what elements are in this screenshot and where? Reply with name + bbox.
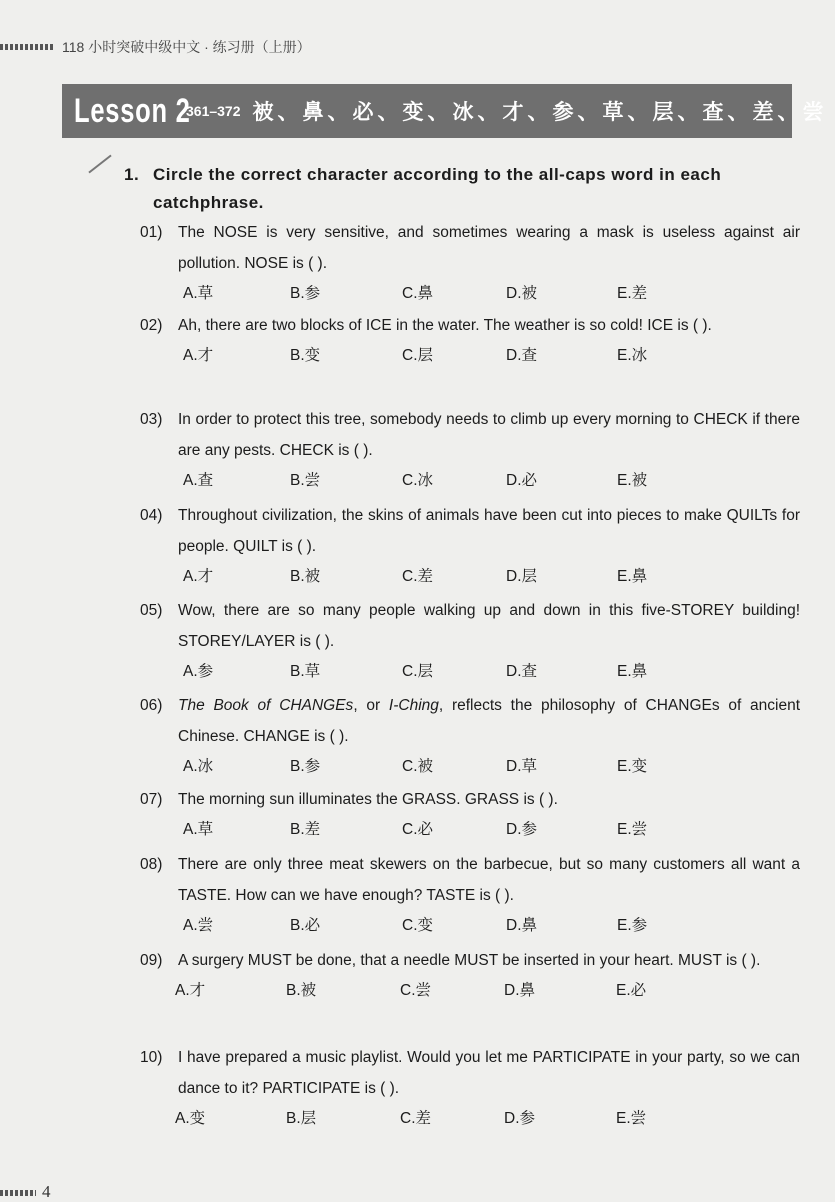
exercise-number: 1. xyxy=(124,165,140,184)
question-text: The morning sun illuminates the GRASS. GRASS is ( ). xyxy=(178,791,558,808)
question-01 xyxy=(140,217,800,311)
option-c[interactable]: C.层 xyxy=(402,346,434,364)
option-e[interactable]: E.鼻 xyxy=(617,662,648,680)
question-07 xyxy=(140,784,800,847)
exercise-instruction xyxy=(124,161,796,217)
running-header: 118 小时突破中级中文 · 练习册（上册） xyxy=(62,39,311,55)
question-09 xyxy=(140,945,800,1008)
question-number: 02) xyxy=(140,317,163,334)
option-c[interactable]: C.鼻 xyxy=(402,284,434,302)
option-c[interactable]: C.尝 xyxy=(400,981,432,999)
question-number: 07) xyxy=(140,791,163,808)
option-b[interactable]: B.草 xyxy=(290,662,321,680)
question-number: 03) xyxy=(140,411,163,428)
option-d[interactable]: D.鼻 xyxy=(504,981,536,999)
question-number: 06) xyxy=(140,697,163,714)
option-c[interactable]: C.被 xyxy=(402,757,434,775)
option-b[interactable]: B.差 xyxy=(290,820,321,838)
question-08 xyxy=(140,849,800,943)
character-range: 361–372 xyxy=(186,103,241,119)
question-number: 04) xyxy=(140,507,163,524)
answer-options xyxy=(140,754,800,784)
option-b[interactable]: B.变 xyxy=(290,346,321,364)
answer-options xyxy=(140,343,800,373)
question-text: There are only three meat skewers on the barbecue, but so many customers all want a TASTE. How can we have enough? TASTE is ( ). xyxy=(178,856,800,904)
option-e[interactable]: E.被 xyxy=(617,471,648,489)
answer-options xyxy=(140,659,800,689)
option-e[interactable]: E.冰 xyxy=(617,346,648,364)
question-text: In order to protect this tree, somebody needs to climb up every morning to CHECK if there are any pests. CHECK is ( ). xyxy=(178,411,800,459)
question-number: 09) xyxy=(140,952,163,969)
lesson-banner xyxy=(62,84,828,138)
option-c[interactable]: C.变 xyxy=(402,916,434,934)
option-d[interactable]: D.草 xyxy=(506,757,538,775)
option-e[interactable]: E.尝 xyxy=(617,820,648,838)
option-b[interactable]: B.尝 xyxy=(290,471,321,489)
option-d[interactable]: D.必 xyxy=(506,471,538,489)
question-number: 05) xyxy=(140,602,163,619)
option-b[interactable]: B.被 xyxy=(290,567,321,585)
answer-options xyxy=(140,281,800,311)
question-number: 08) xyxy=(140,856,163,873)
question-02 xyxy=(140,310,800,373)
option-d[interactable]: D.查 xyxy=(506,662,538,680)
option-a[interactable]: A.冰 xyxy=(183,757,214,775)
option-b[interactable]: B.层 xyxy=(286,1109,317,1127)
answer-options xyxy=(140,1106,800,1136)
question-text: I have prepared a music playlist. Would you let me PARTICIPATE in your party, so we can dance to it? PARTICIPATE is ( ). xyxy=(178,1049,800,1097)
footer-decoration xyxy=(0,1190,36,1196)
question-text: The NOSE is very sensitive, and sometimes wearing a mask is useless against air pollution. NOSE is ( ). xyxy=(178,224,800,272)
question-text: The Book of CHANGEs, or I-Ching, reflects the philosophy of CHANGEs of ancient Chinese. CHANGE is ( ). xyxy=(178,697,801,745)
option-d[interactable]: D.查 xyxy=(506,346,538,364)
check-mark-icon xyxy=(88,155,111,174)
option-a[interactable]: A.才 xyxy=(175,981,206,999)
option-d[interactable]: D.参 xyxy=(506,820,538,838)
option-c[interactable]: C.差 xyxy=(400,1109,432,1127)
option-a[interactable]: A.尝 xyxy=(183,916,214,934)
question-text: Ah, there are two blocks of ICE in the water. The weather is so cold! ICE is ( ). xyxy=(178,317,712,334)
question-text: Wow, there are so many people walking up and down in this five-STOREY building! STOREY/LAYER is ( ). xyxy=(178,602,800,650)
answer-options xyxy=(140,468,800,498)
page-number: 4 xyxy=(42,1182,51,1201)
option-b[interactable]: B.必 xyxy=(290,916,321,934)
option-b[interactable]: B.被 xyxy=(286,981,317,999)
option-b[interactable]: B.参 xyxy=(290,757,321,775)
answer-options xyxy=(140,913,800,943)
option-d[interactable]: D.层 xyxy=(506,567,538,585)
option-e[interactable]: E.参 xyxy=(617,916,648,934)
question-10 xyxy=(140,1042,800,1136)
option-a[interactable]: A.变 xyxy=(175,1109,206,1127)
option-c[interactable]: C.层 xyxy=(402,662,434,680)
option-c[interactable]: C.必 xyxy=(402,820,434,838)
question-number: 10) xyxy=(140,1049,163,1066)
question-text: Throughout civilization, the skins of animals have been cut into pieces to make QUILTs for people. QUILT is ( ). xyxy=(178,507,800,555)
question-06 xyxy=(140,690,800,784)
lesson-characters: 被、鼻、必、变、冰、才、参、草、层、查、差、尝 xyxy=(252,99,828,124)
question-03 xyxy=(140,404,800,498)
question-text: A surgery MUST be done, that a needle MUST be inserted in your heart. MUST is ( ). xyxy=(178,952,761,969)
option-c[interactable]: C.冰 xyxy=(402,471,434,489)
question-04 xyxy=(140,500,800,594)
option-d[interactable]: D.鼻 xyxy=(506,916,538,934)
option-e[interactable]: E.差 xyxy=(617,284,648,302)
option-a[interactable]: A.草 xyxy=(183,820,214,838)
answer-options xyxy=(140,564,800,594)
option-a[interactable]: A.才 xyxy=(183,567,214,585)
option-d[interactable]: D.参 xyxy=(504,1109,536,1127)
option-e[interactable]: E.必 xyxy=(616,981,647,999)
option-a[interactable]: A.参 xyxy=(183,662,214,680)
question-number: 01) xyxy=(140,224,163,241)
exercise-text: Circle the correct character according to the all-caps word in each catchphrase. xyxy=(153,165,722,212)
option-b[interactable]: B.参 xyxy=(290,284,321,302)
header-decoration xyxy=(0,44,54,50)
option-a[interactable]: A.才 xyxy=(183,346,214,364)
question-05 xyxy=(140,595,800,689)
option-a[interactable]: A.草 xyxy=(183,284,214,302)
option-a[interactable]: A.查 xyxy=(183,471,214,489)
lesson-title: Lesson 2 xyxy=(74,91,191,130)
answer-options xyxy=(140,978,800,1008)
option-e[interactable]: E.变 xyxy=(617,757,648,775)
option-e[interactable]: E.鼻 xyxy=(617,567,648,585)
option-d[interactable]: D.被 xyxy=(506,284,538,302)
option-c[interactable]: C.差 xyxy=(402,567,434,585)
option-e[interactable]: E.尝 xyxy=(616,1109,647,1127)
answer-options xyxy=(140,817,800,847)
